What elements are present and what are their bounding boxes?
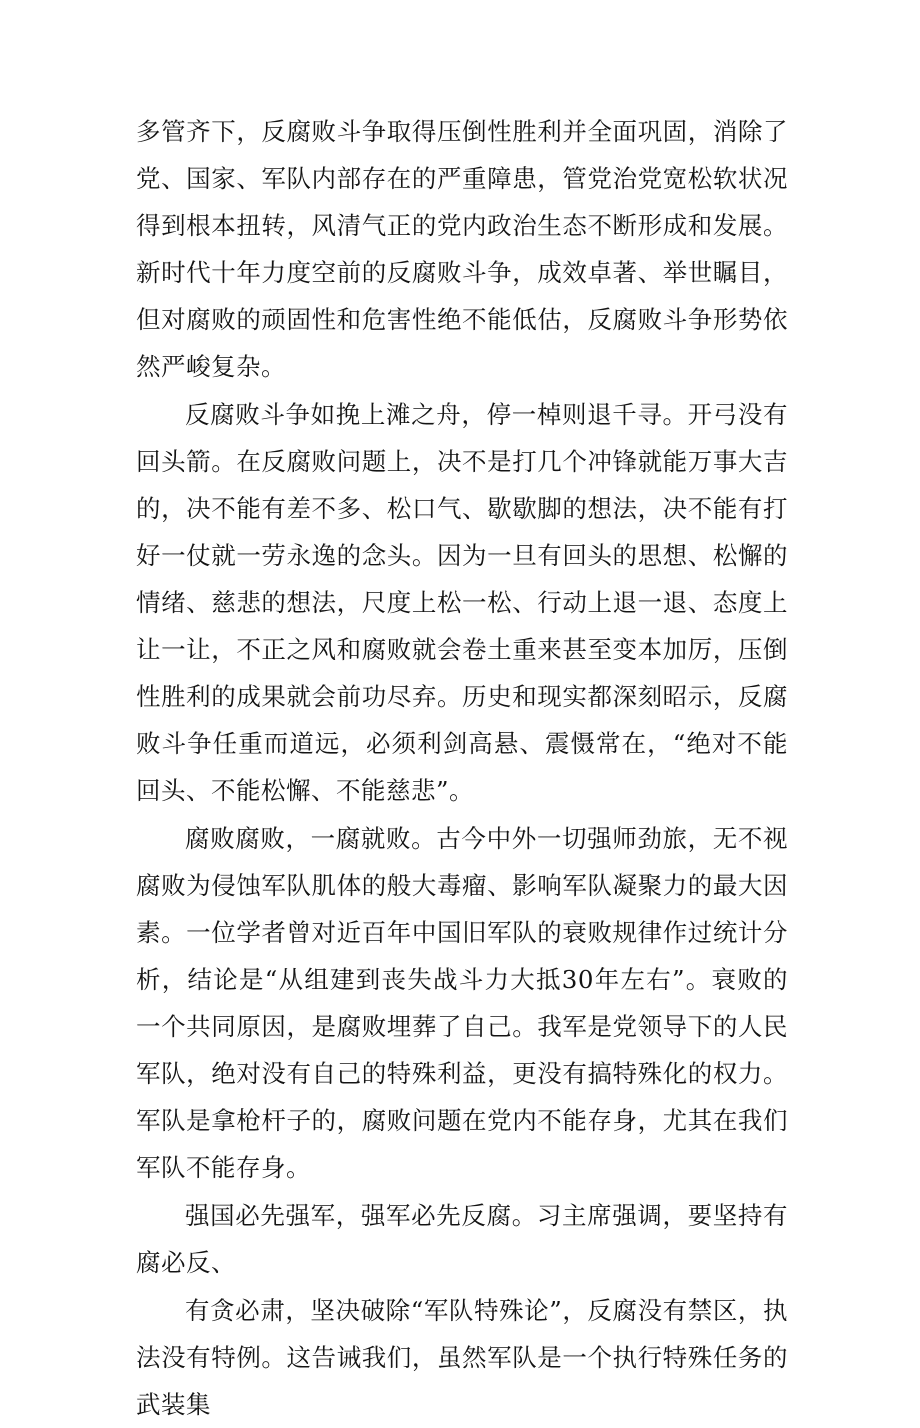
paragraph-2: 反腐败斗争如挽上滩之舟，停一棹则退千寻。开弓没有回头箭。在反腐败问题上，决不是打几个冲锋就能万事大吉的，决不能有差不多、松口气、歇歇脚的想法，决不能有打好一仗就一劳永逸的念头。因为一旦有回头的思想、松懈的情绪、慈悲的想法，尺度上松一松、行动上退一退、态度上让一让，不正之风和腐败就会卷土重来甚至变本加厉，压倒性胜利的成果就会前功尽弃。历史和现实都深刻昭示，反腐败斗争任重而道远，必须利剑高悬、震慑常在，“绝对不能回头、不能松懈、不能慈悲”。 — [136, 400, 788, 805]
paragraph-5: 有贪必肃，坚决破除“军队特殊论”，反腐没有禁区，执法没有特例。这告诫我们，虽然军队是一个执行特殊任务的武装集 — [136, 1296, 788, 1419]
paragraph-4: 强国必先强军，强军必先反腐。习主席强调，要坚持有腐必反、 — [136, 1201, 788, 1277]
paragraph-3: 腐败腐败，一腐就败。古今中外一切强师劲旅，无不视腐败为侵蚀军队肌体的般大毒瘤、影响军队凝聚力的最大因素。一位学者曾对近百年中国旧军队的衰败规律作过统计分析，结论是“从组建到丧失战斗力大抵30年左右”。衰败的一个共同原因，是腐败埋葬了自己。我军是党领导下的人民军队，绝对没有自己的特殊利益，更没有搞特殊化的权力。军队是拿枪杆子的，腐败问题在党内不能存身，尤其在我们军队不能存身。 — [136, 824, 788, 1182]
paragraph-1: 多管齐下，反腐败斗争取得压倒性胜利并全面巩固，消除了党、国家、军队内部存在的严重障患，管党治党宽松软状况得到根本扭转，风清气正的党内政治生态不断形成和发展。新时代十年力度空前的反腐败斗争，成效卓著、举世瞩目，但对腐败的顽固性和危害性绝不能低估，反腐败斗争形势依然严峻复杂。 — [136, 117, 788, 381]
document-body — [136, 108, 788, 1428]
